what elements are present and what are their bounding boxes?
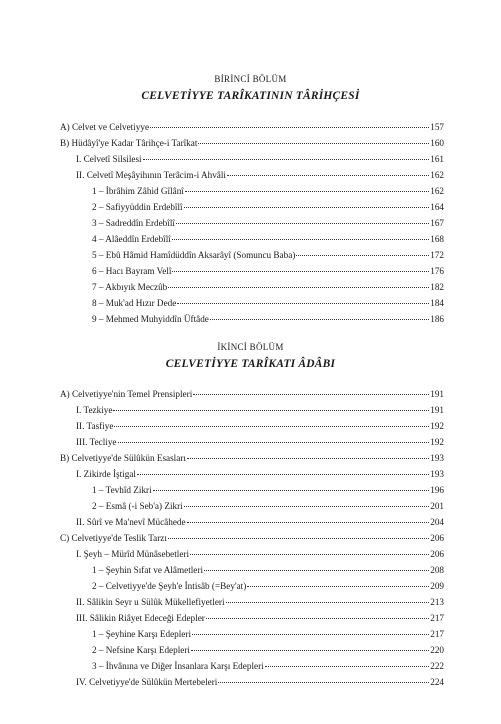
leader-dots	[150, 127, 429, 128]
toc-entry	[92, 645, 444, 659]
leader-dots	[153, 490, 430, 491]
toc-entry	[76, 597, 444, 611]
toc-entry	[92, 501, 444, 515]
toc-entry-title: A) Celvetiyye'nin Temel Prensipleri	[60, 389, 193, 399]
leader-dots	[210, 319, 429, 320]
toc-entry	[92, 565, 444, 579]
toc-entry-page: 186	[430, 314, 444, 324]
toc-entry-title: II. Tasfiye	[76, 421, 114, 431]
toc-entry	[92, 186, 444, 200]
leader-dots	[192, 634, 429, 635]
leader-dots	[218, 682, 429, 683]
toc-entry	[92, 202, 444, 216]
toc-entry-page: 201	[430, 501, 444, 511]
toc-entry-page: 162	[430, 186, 444, 196]
toc-entry-title: 1 – İbrâhim Zâhid Gîlânî	[92, 186, 184, 196]
toc-entry-title: III. Tecliye	[76, 437, 117, 447]
toc-entry-title: 7 – Akbıyık Meczûb	[92, 282, 168, 292]
toc-entry	[92, 661, 444, 675]
part-1-label: BİRİNCİ BÖLÜM	[214, 74, 287, 84]
toc-entry-page: 193	[430, 453, 444, 463]
toc-entry-title: A) Celvet ve Celvetiyye	[60, 122, 150, 132]
toc-entry	[60, 138, 444, 152]
leader-dots	[143, 159, 430, 160]
toc-entry-page: 217	[430, 629, 444, 639]
leader-dots	[137, 474, 429, 475]
toc-entry-title: C) Celvetiyye'de Teslik Tarzı	[60, 533, 167, 543]
toc-entry-page: 213	[430, 597, 444, 607]
toc-entry-title: I. Celvetî Silsilesi	[76, 154, 142, 164]
toc-entry	[92, 266, 444, 280]
leader-dots	[190, 554, 429, 555]
leader-dots	[296, 255, 429, 256]
leader-dots	[185, 191, 429, 192]
leader-dots	[187, 522, 430, 523]
toc-entry-title: 1 – Şeyhine Karşı Edepleri	[92, 629, 191, 639]
toc-entry	[76, 677, 444, 691]
toc-entry-title: 4 – Alâeddîn Erdebîlî	[92, 234, 171, 244]
toc-entry-page: 172	[430, 250, 444, 260]
leader-dots	[198, 143, 429, 144]
leader-dots	[191, 650, 429, 651]
part-2-title: CELVETİYYE TARÎKATI ÂDÂBI	[165, 358, 336, 370]
toc-entry	[76, 613, 444, 627]
leader-dots	[118, 442, 430, 443]
toc-entry	[60, 389, 444, 403]
toc-entry-title: 3 – Sadreddîn Erdebîlî	[92, 218, 175, 228]
toc-entry-page: 220	[430, 645, 444, 655]
leader-dots	[176, 223, 429, 224]
toc-entry	[92, 298, 444, 312]
leader-dots	[168, 538, 429, 539]
toc-entry-page: 204	[430, 517, 444, 527]
leader-dots	[187, 458, 429, 459]
toc-entry-page: 157	[430, 122, 444, 132]
toc-entry-title: II. Sâlikin Seyr u Sülûk Mükellefiyetleri	[76, 597, 225, 607]
toc-entry-title: 3 – İhvânına ve Diğer İnsanlara Karşı Edepleri	[92, 661, 264, 671]
toc-entry-page: 161	[430, 154, 444, 164]
toc-entry-page: 192	[430, 421, 444, 431]
toc-entry-title: I. Tezkiye	[76, 405, 113, 415]
leader-dots	[184, 506, 430, 507]
toc-entry	[92, 485, 444, 499]
leader-dots	[113, 410, 429, 411]
toc-entry-title: 1 – Şeyhin Sıfat ve Alâmetleri	[92, 565, 203, 575]
toc-entry-title: B) Celvetiyye'de Sülûkün Esasları	[60, 453, 186, 463]
toc-entry-page: 167	[430, 218, 444, 228]
toc-entry	[76, 549, 444, 563]
toc-entry-page: 191	[430, 389, 444, 399]
toc-entry-title: I. Şeyh – Mürîd Münâsebetleri	[76, 549, 190, 559]
toc-entry	[92, 234, 444, 248]
toc-entry-title: 6 – Hacı Bayram Velî	[92, 266, 172, 276]
toc-entry-page: 164	[430, 202, 444, 212]
toc-entry-title: 2 – Celvetiyye'de Şeyh'e İntisâb (=Bey'at)	[92, 581, 247, 591]
toc-entry-page: 217	[430, 613, 444, 623]
leader-dots	[206, 618, 429, 619]
part-1-title: CELVETİYYE TARÎKATININ TÂRİHÇESİ	[141, 90, 360, 102]
toc-entry-title: II. Sûrî ve Ma'nevî Mücâhede	[76, 517, 186, 527]
toc-entry	[92, 581, 444, 595]
toc-entry-title: 1 – Tevhîd Zikri	[92, 485, 152, 495]
toc-entry	[60, 122, 444, 136]
toc-entry-page: 206	[430, 533, 444, 543]
leader-dots	[168, 287, 429, 288]
toc-entry-page: 196	[430, 485, 444, 495]
toc-entry-title: II. Celvetî Meşâyihının Terâcim-i Ahvâli	[76, 170, 226, 180]
toc-entry-title: 8 – Muk'ad Hızır Dede	[92, 298, 177, 308]
toc-entry	[76, 437, 444, 451]
toc-entry	[76, 469, 444, 483]
toc-entry	[76, 170, 444, 184]
leader-dots	[204, 570, 429, 571]
toc-entry	[60, 533, 444, 547]
toc-entry-page: 206	[430, 549, 444, 559]
toc-entry	[92, 218, 444, 232]
toc-entry-page: 184	[430, 298, 444, 308]
leader-dots	[265, 666, 430, 667]
toc-entry-page: 168	[430, 234, 444, 244]
toc-entry-title: 2 – Nefsine Karşı Edepleri	[92, 645, 190, 655]
leader-dots	[193, 394, 429, 395]
leader-dots	[114, 426, 429, 427]
toc-entry	[76, 154, 444, 168]
toc-entry-page: 160	[430, 138, 444, 148]
leader-dots	[184, 207, 430, 208]
part-2-label: İKİNCİ BÖLÜM	[217, 342, 284, 352]
toc-entry	[92, 629, 444, 643]
toc-entry-page: 209	[430, 581, 444, 591]
toc-entry-page: 192	[430, 437, 444, 447]
toc-entry-title: 5 – Ebû Hâmid Hamîdüddîn Aksarâyî (Somuncu Baba)	[92, 250, 296, 260]
toc-entry-title: I. Zikirde İştigal	[76, 469, 136, 479]
toc-entry-title: B) Hüdâyî'ye Kadar Târihçe-i Tarîkat	[60, 138, 198, 148]
toc-entry-page: 224	[430, 677, 444, 687]
toc-entry	[60, 453, 444, 467]
toc-entry-page: 208	[430, 565, 444, 575]
toc-entry-title: III. Sâlikin Riâyet Edeceği Edepler	[76, 613, 205, 623]
leader-dots	[172, 239, 429, 240]
toc-entry-page: 176	[430, 266, 444, 276]
leader-dots	[247, 586, 429, 587]
toc-entry-title: IV. Celvetiyye'de Sülûkün Mertebeleri	[76, 677, 218, 687]
leader-dots	[177, 303, 429, 304]
toc-entry	[92, 250, 444, 264]
toc-entry	[76, 421, 444, 435]
toc-entry-page: 182	[430, 282, 444, 292]
toc-entry-page: 162	[430, 170, 444, 180]
toc-entry-title: 2 – Esmâ (-i Seb'a) Zikri	[92, 501, 183, 511]
toc-entry	[76, 405, 444, 419]
leader-dots	[226, 602, 430, 603]
toc-entry-title: 9 – Mehmed Muhyiddîn Üftâde	[92, 314, 209, 324]
leader-dots	[172, 271, 429, 272]
toc-entry-page: 222	[430, 661, 444, 671]
toc-entry	[92, 314, 444, 328]
toc-entry-page: 191	[430, 405, 444, 415]
leader-dots	[227, 175, 429, 176]
toc-entry-title: 2 – Safiyyüddin Erdebîlî	[92, 202, 183, 212]
toc-entry	[92, 282, 444, 296]
toc-entry	[76, 517, 444, 531]
toc-entry-page: 193	[430, 469, 444, 479]
